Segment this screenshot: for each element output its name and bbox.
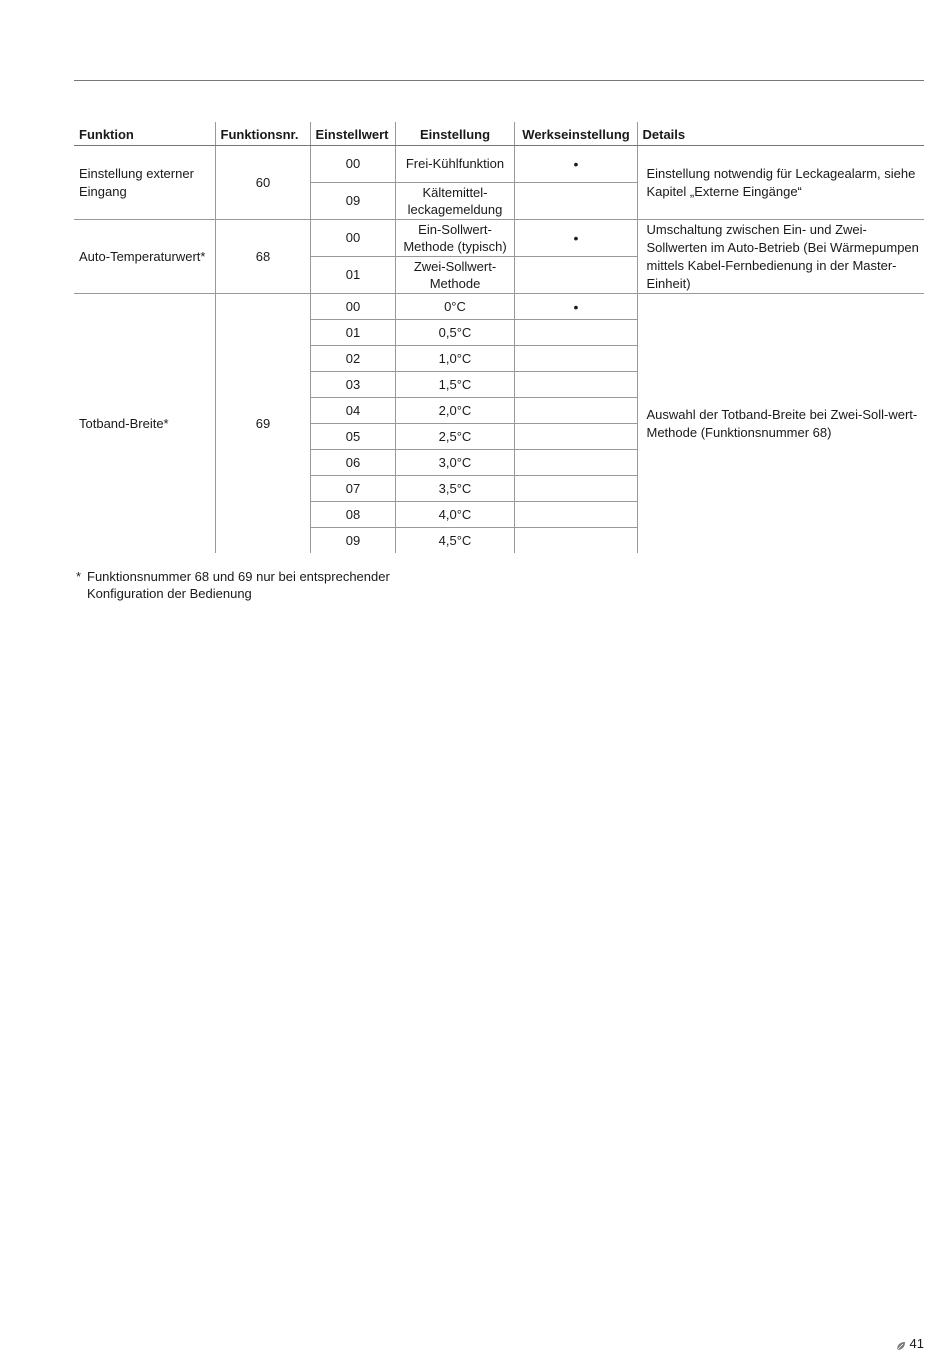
einstellwert-cell: 00 (310, 220, 395, 257)
header-werkseinstellung: Werkseinstellung (514, 122, 637, 146)
werkseinstellung-cell (514, 528, 637, 554)
function-table (74, 122, 924, 553)
einstellung-cell: 0°C (395, 294, 514, 320)
werkseinstellung-cell (514, 398, 637, 424)
einstellwert-cell: 06 (310, 450, 395, 476)
header-details: Details (637, 122, 924, 146)
einstellung-cell: 3,5°C (395, 476, 514, 502)
einstellung-cell: Frei-Kühlfunktion (395, 146, 514, 183)
footnote-line-2: Konfiguration der Bedienung (87, 586, 252, 601)
werkseinstellung-cell (514, 502, 637, 528)
einstellung-cell: 3,0°C (395, 450, 514, 476)
table-row (74, 294, 924, 320)
werkseinstellung-cell (514, 320, 637, 346)
header-einstellung: Einstellung (395, 122, 514, 146)
funktion-cell: Totband-Breite* (79, 415, 169, 431)
funktion-cell: Auto-Temperaturwert* (74, 220, 215, 294)
werkseinstellung-dot: • (514, 220, 637, 257)
footnote-line-1: Funktionsnummer 68 und 69 nur bei entsprechender (87, 569, 390, 584)
header-funktion: Funktion (74, 122, 215, 146)
einstellung-cell: Kältemittel-leckagemeldung (395, 183, 514, 220)
top-divider (74, 80, 924, 81)
werkseinstellung-cell (514, 346, 637, 372)
werkseinstellung-cell (514, 424, 637, 450)
page-number (896, 1336, 924, 1351)
table-header-row (74, 122, 924, 146)
einstellwert-cell: 01 (310, 257, 395, 294)
einstellwert-cell: 09 (310, 528, 395, 554)
table-row (74, 220, 924, 257)
einstellung-cell: 1,0°C (395, 346, 514, 372)
einstellwert-cell: 00 (310, 146, 395, 183)
einstellwert-cell: 04 (310, 398, 395, 424)
page-number-text: 41 (909, 1336, 924, 1351)
einstellung-cell: 4,0°C (395, 502, 514, 528)
werkseinstellung-cell (514, 183, 637, 220)
einstellwert-cell: 00 (310, 294, 395, 320)
einstellwert-cell: 05 (310, 424, 395, 450)
werkseinstellung-dot: • (514, 294, 637, 320)
einstellung-cell: 4,5°C (395, 528, 514, 554)
einstellung-cell: 1,5°C (395, 372, 514, 398)
einstellung-cell: 2,0°C (395, 398, 514, 424)
einstellwert-cell: 09 (310, 183, 395, 220)
werkseinstellung-cell (514, 372, 637, 398)
einstellwert-cell: 01 (310, 320, 395, 346)
footnote-star: * (76, 569, 82, 584)
einstellung-cell: 2,5°C (395, 424, 514, 450)
details-cell: Einstellung notwendig für Leckagealarm, siehe Kapitel „Externe Eingänge“ (637, 146, 924, 220)
werkseinstellung-cell (514, 476, 637, 502)
funktionsnr-cell: 60 (215, 146, 310, 220)
funktion-cell: Einstellung externer Eingang (74, 146, 215, 220)
details-cell: Umschaltung zwischen Ein- und Zwei-Sollwerten im Auto-Betrieb (Bei Wärmepumpen mittels Kabel-Fernbedienung in der Master-Einheit) (637, 220, 924, 294)
einstellwert-cell: 07 (310, 476, 395, 502)
einstellwert-cell: 03 (310, 372, 395, 398)
einstellung-cell: Zwei-Sollwert-Methode (395, 257, 514, 294)
werkseinstellung-cell (514, 257, 637, 294)
einstellung-cell: Ein-Sollwert-Methode (typisch) (395, 220, 514, 257)
einstellung-cell: 0,5°C (395, 320, 514, 346)
werkseinstellung-dot: • (514, 146, 637, 183)
leaf-icon (896, 1339, 906, 1349)
funktionsnr-cell: 69 (215, 294, 310, 554)
header-einstellwert: Einstellwert (310, 122, 395, 146)
details-cell: Auswahl der Totband-Breite bei Zwei-Soll-wert-Methode (Funktionsnummer 68) (637, 294, 924, 554)
header-funktionsnr: Funktionsnr. (215, 122, 310, 146)
einstellwert-cell: 08 (310, 502, 395, 528)
funktionsnr-cell: 68 (215, 220, 310, 294)
footnote (76, 568, 390, 602)
werkseinstellung-cell (514, 450, 637, 476)
table-row (74, 146, 924, 183)
einstellwert-cell: 02 (310, 346, 395, 372)
